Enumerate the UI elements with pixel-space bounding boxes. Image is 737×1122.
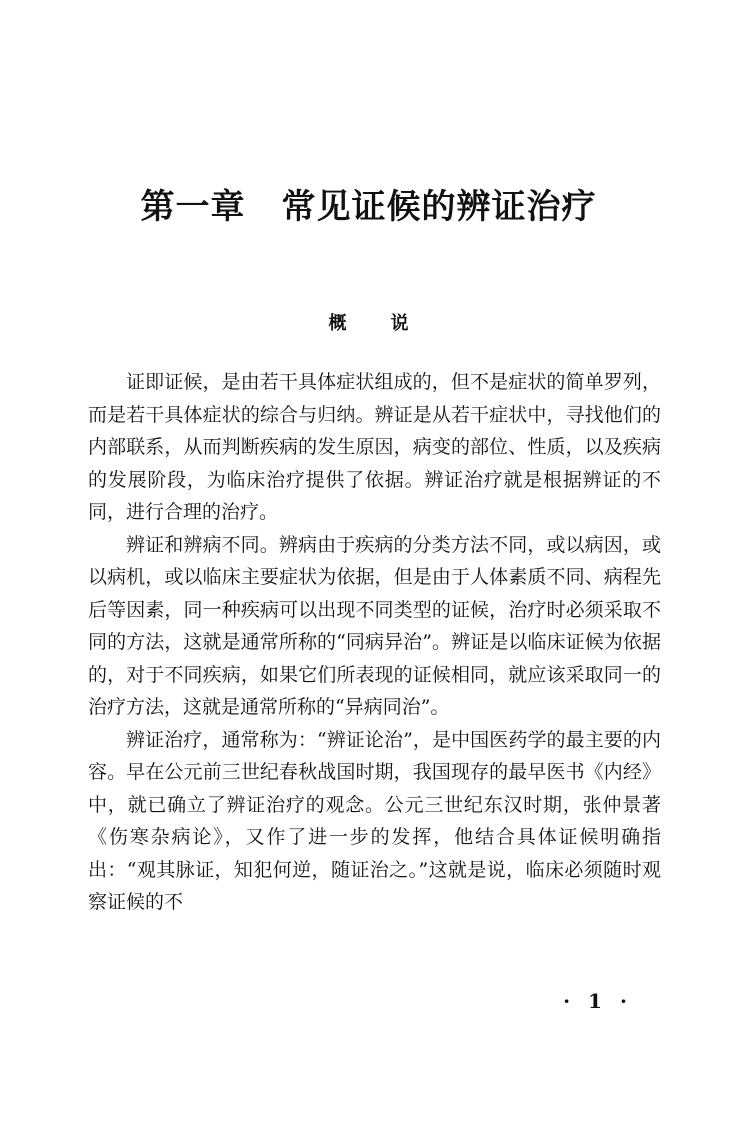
section-heading-char-2: 说 xyxy=(390,313,409,334)
chapter-heading xyxy=(0,186,737,228)
page-number xyxy=(530,988,660,1014)
paragraph-3: 辨证治疗，通常称为：“辨证论治”，是中国医药学的最主要的内容。早在公元前三世纪春秋战国时期，我国现存的最早医书《内经》中，就已确立了辨证治疗的观念。公元三世纪东汉时期，张仲景著《伤寒杂病论》，又作了进一步的发挥，他结合具体证候明确指出：“观其脉证，知犯何逆，随证治之。”这就是说，临床必须随时观察证候的不 xyxy=(88,728,661,913)
section-heading-char-1: 概 xyxy=(328,313,347,334)
section-heading xyxy=(0,312,737,336)
chapter-title: 常见证候的辨证治疗 xyxy=(281,187,597,227)
page-number-dot-right: · xyxy=(619,989,627,1013)
page-number-dot-left: · xyxy=(563,989,571,1013)
body-text xyxy=(88,366,661,919)
chapter-label: 第一章 xyxy=(140,187,246,227)
paragraph-1: 证即证候，是由若干具体症状组成的，但不是症状的简单罗列，而是若干具体症状的综合与归纳。辨证是从若干症状中，寻找他们的内部联系，从而判断疾病的发生原因，病变的部位、性质，以及疾病的发展阶段，为临床治疗提供了依据。辨证治疗就是根据辨证的不同，进行合理的治疗。 xyxy=(88,371,661,523)
paragraph-2: 辨证和辨病不同。辨病由于疾病的分类方法不同，或以病因，或以病机，或以临床主要症状为依据，但是由于人体素质不同、病程先后等因素，同一种疾病可以出现不同类型的证候，治疗时必须采取不同的方法，这就是通常所称的“同病异治”。辨证是以临床证候为依据的，对于不同疾病，如果它们所表现的证候相同，就应该采取同一的治疗方法，这就是通常所称的“异病同治”。 xyxy=(88,533,661,718)
page-number-value: 1 xyxy=(588,989,602,1013)
